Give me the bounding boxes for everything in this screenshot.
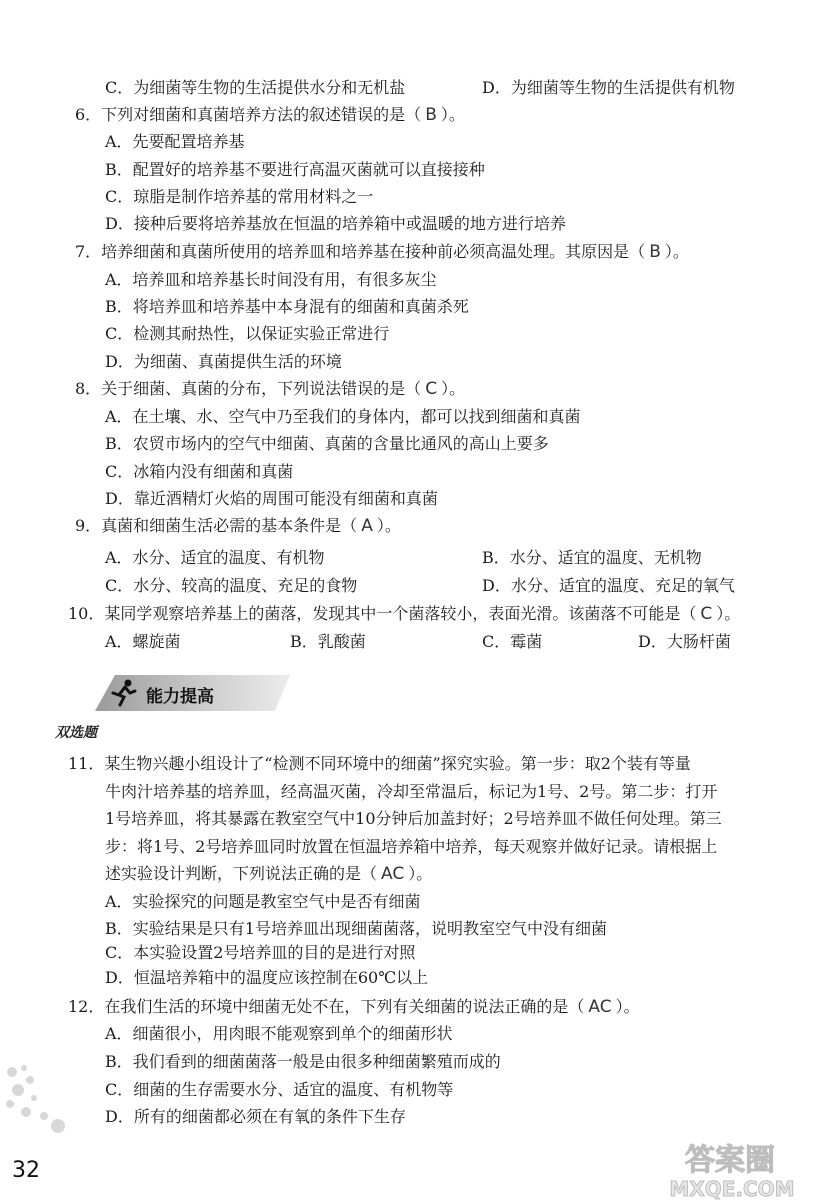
question-11-stem: 述实验设计判断，下列说法正确的是（	[105, 864, 378, 883]
question-9-stem-end: ）。	[376, 516, 401, 535]
question-12-option-a: A．细菌很小，用肉眼不能观察到单个的细菌形状	[105, 1024, 453, 1043]
question-11-line-1: 11．某生物兴趣小组设计了“检测不同环境中的细菌”探究实验。第一步：取2个装有等量	[68, 754, 691, 773]
question-9-stem: 9．真菌和细菌生活必需的基本条件是（	[75, 516, 358, 535]
prev-option-c: C．为细菌等生物的生活提供水分和无机盐	[105, 78, 406, 97]
question-10-option-b: B．乳酸菌	[290, 632, 366, 651]
svg-text:MXQE.COM: MXQE.COM	[669, 1177, 795, 1200]
question-8-answer: C	[425, 379, 438, 399]
question-11-answer: AC	[381, 864, 405, 884]
question-12-stem-end: ）。	[615, 997, 640, 1016]
question-7-stem: 7．培养细菌和真菌所使用的培养皿和培养基在接种前必须高温处理。其原因是（	[75, 242, 646, 261]
question-11-stem-end: ）。	[408, 864, 433, 883]
question-9	[75, 516, 401, 536]
question-11-option-b: B．实验结果是只有1号培养皿出现细菌菌落，说明教室空气中没有细菌	[105, 919, 607, 938]
question-12-option-c: C．细菌的生存需要水分、适宜的温度、有机物等	[105, 1080, 454, 1099]
decorative-splash-icon	[0, 1060, 80, 1140]
question-11-line-5	[105, 864, 432, 884]
question-11-option-a: A．实验探究的问题是教室空气中是否有细菌	[105, 892, 421, 911]
question-8-option-a: A．在土壤、水、空气中乃至我们的身体内，都可以找到细菌和真菌	[105, 407, 581, 426]
question-9-option-c: C．水分、较高的温度、充足的食物	[105, 576, 358, 595]
question-11-option-d: D．恒温培养箱中的温度应该控制在60℃以上	[105, 968, 429, 987]
question-7-option-b: B．将培养皿和培养基中本身混有的细菌和真菌杀死	[105, 297, 469, 316]
question-9-answer: A	[361, 516, 373, 536]
question-11-option-c: C．本实验设置2号培养皿的目的是进行对照	[105, 943, 416, 962]
question-10-option-d: D．大肠杆菌	[638, 632, 731, 651]
question-11-line-4: 步：将1号、2号培养皿同时放置在恒温培养箱中培养，每天观察并做好记录。请根据上	[105, 837, 718, 856]
question-8-option-c: C．冰箱内没有细菌和真菌	[105, 462, 294, 481]
question-7-answer: B	[649, 242, 661, 262]
question-7-option-a: A．培养皿和培养基长时间没有用，有很多灰尘	[105, 270, 437, 289]
question-7-option-d: D．为细菌、真菌提供生活的环境	[105, 352, 342, 371]
question-6-option-b: B．配置好的培养基不要进行高温灭菌就可以直接接种	[105, 160, 485, 179]
question-11-line-3: 1号培养皿，将其暴露在教室空气中10分钟后加盖封好；2号培养皿不做任何处理。第三	[105, 809, 722, 828]
watermark-logo	[648, 1138, 818, 1200]
question-12-option-d: D．所有的细菌都必须在有氧的条件下生存	[105, 1107, 406, 1126]
runner-icon	[108, 678, 140, 708]
question-12-stem: 12．在我们生活的环境中细菌无处不在，下列有关细菌的说法正确的是（	[68, 997, 585, 1016]
question-6-option-d: D．接种后要将培养基放在恒温的培养箱中或温暖的地方进行培养	[105, 214, 566, 233]
question-8-stem-end: ）。	[441, 379, 466, 398]
question-8	[75, 379, 465, 399]
section-subhead: 双选题	[55, 725, 97, 741]
question-9-option-b: B．水分、适宜的温度、无机物	[482, 548, 702, 567]
question-9-option-a: A．水分、适宜的温度、有机物	[105, 548, 325, 567]
prev-option-d: D．为细菌等生物的生活提供有机物	[482, 78, 735, 97]
page-number: 32	[12, 1158, 40, 1183]
question-12-option-b: B．我们看到的细菌菌落一般是由很多种细菌繁殖而成的	[105, 1052, 501, 1071]
question-10-option-c: C．霉菌	[482, 632, 543, 651]
question-10-stem: 10．某同学观察培养基上的菌落，发现其中一个菌落较小，表面光滑。该菌落不可能是（	[68, 604, 697, 623]
question-9-option-d: D．水分、适宜的温度、充足的氧气	[482, 576, 735, 595]
question-10-stem-end: ）。	[716, 604, 741, 623]
question-10-answer: C	[700, 604, 713, 624]
question-6-stem-end: ）。	[440, 105, 465, 124]
svg-text:答案圈: 答案圈	[685, 1143, 775, 1178]
question-6-option-a: A．先要配置培养基	[105, 132, 245, 151]
question-6	[75, 105, 465, 125]
question-11-line-2: 牛肉汁培养基的培养皿，经高温灭菌，冷却至常温后，标记为1号、2号。第二步：打开	[105, 782, 718, 801]
question-8-option-b: B．农贸市场内的空气中细菌、真菌的含量比通风的高山上要多	[105, 434, 549, 453]
question-6-stem: 6．下列对细菌和真菌培养方法的叙述错误的是（	[75, 105, 422, 124]
question-7	[75, 242, 689, 262]
question-12	[68, 997, 640, 1017]
question-7-option-c: C．检测其耐热性，以保证实验正常进行	[105, 324, 390, 343]
section-title: 能力提高	[146, 687, 214, 707]
question-8-stem: 8．关于细菌、真菌的分布，下列说法错误的是（	[75, 379, 422, 398]
question-6-answer: B	[425, 105, 437, 125]
question-10-option-a: A．螺旋菌	[105, 632, 181, 651]
question-6-option-c: C．琼脂是制作培养基的常用材料之一	[105, 187, 374, 206]
question-8-option-d: D．靠近酒精灯火焰的周围可能没有细菌和真菌	[105, 489, 438, 508]
question-10	[68, 604, 740, 624]
question-12-answer: AC	[588, 997, 612, 1017]
question-7-stem-end: ）。	[664, 242, 689, 261]
